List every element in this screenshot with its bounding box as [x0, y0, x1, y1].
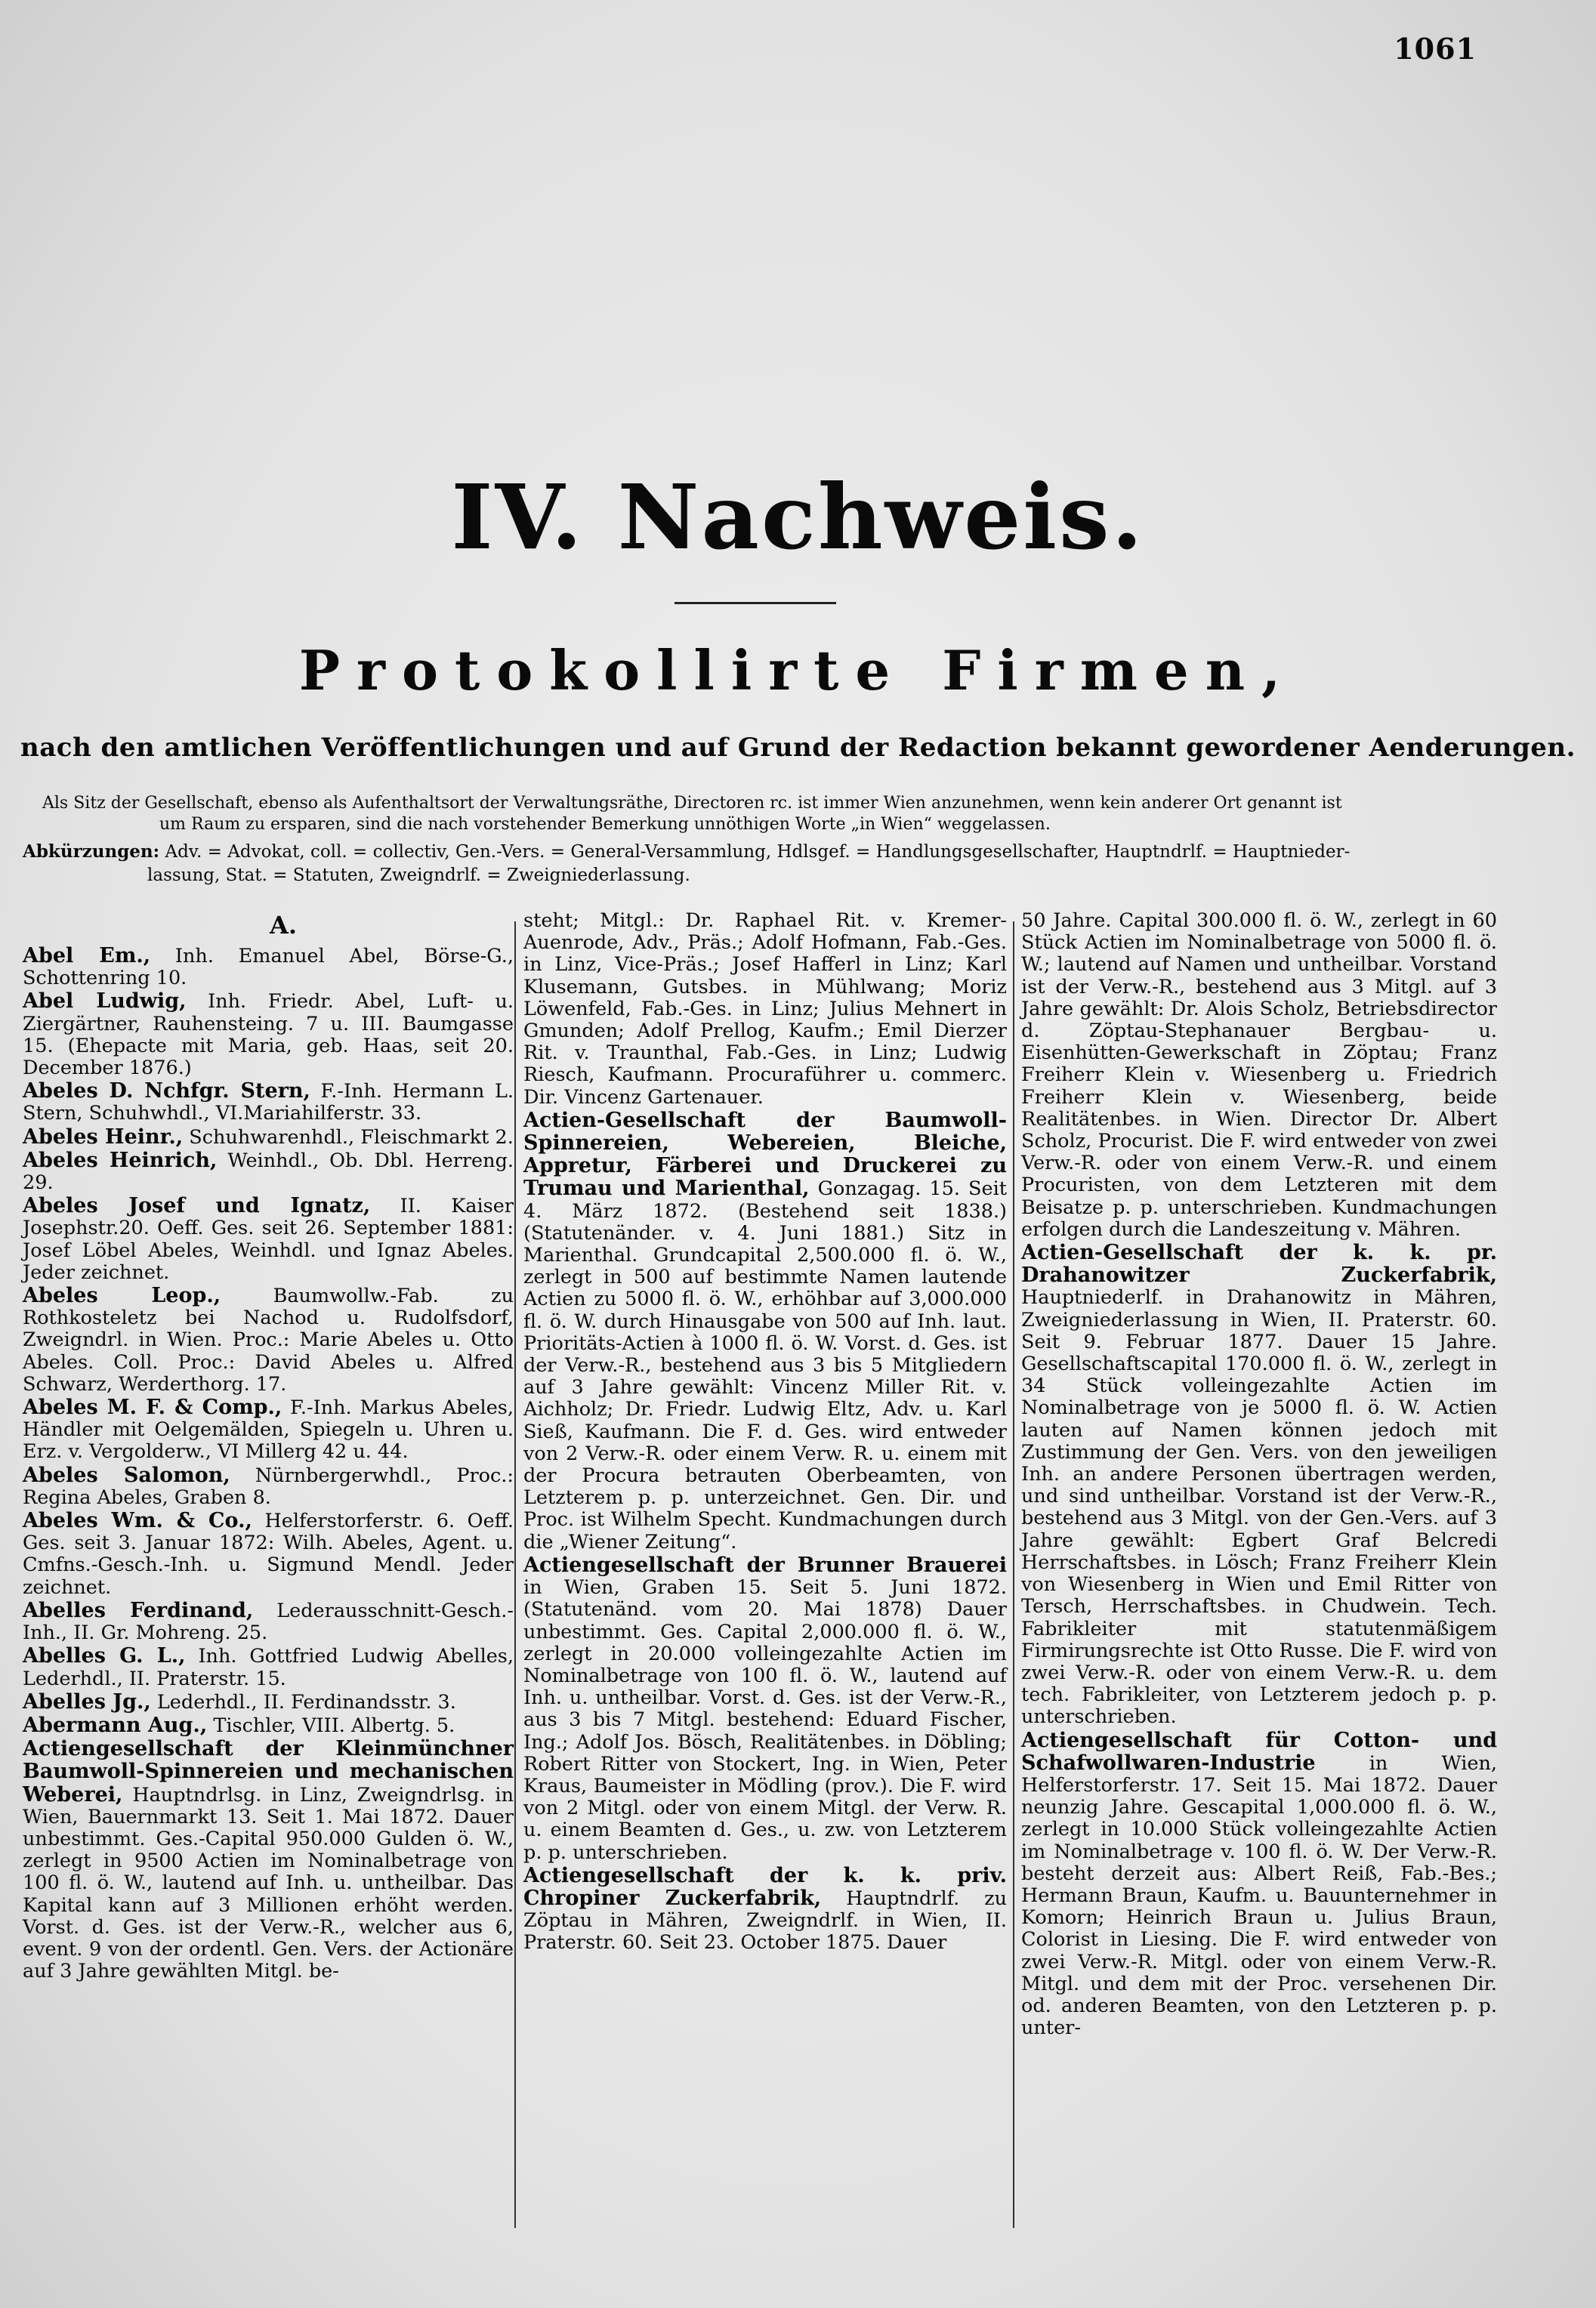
firm-entry — [23, 1195, 514, 1284]
firm-name: Actien-Gesellschaft der Baumwoll-Spinnereien, Webereien, Bleiche, Appretur, Färberei und Druckerei zu Trumau und Marienthal, — [523, 1108, 1007, 1201]
firm-details: Weinhdl., Ob. Dbl. Herreng. 29. — [23, 1149, 514, 1195]
firm-entry — [23, 1738, 514, 1982]
firm-name: Abelles Ferdinand, — [23, 1598, 254, 1622]
firm-name: Abeles Leop., — [23, 1284, 221, 1308]
column-divider — [514, 921, 516, 2228]
firm-entry — [23, 1714, 514, 1737]
firm-name: Abeles Wm. & Co., — [23, 1509, 252, 1533]
firm-name: Abermann Aug., — [23, 1713, 208, 1737]
firm-name: Actiengesellschaft für Cotton- und Schafwollwaren-Industrie — [1021, 1728, 1497, 1775]
firm-details: Inh. Gottfried Ludwig Abelles, Lederhdl., II. Praterstr. 15. — [23, 1645, 514, 1690]
firm-details: Hauptniederlf. in Drahanowitz in Mähren, Zweigniederlassung in Wien, II. Praterstr. 60. Seit 9. Februar 1877. Dauer 15 Jahre. Gesellschaftscapital 170.000 fl. ö. W., zerlegt in 34 Stück volleingezahlte Actien im Nominalbetrage von je 5000 fl. ö. W. Actien lauten auf Namen können jedoch mit Zustimmung der Gen. Vers. von den jeweiligen Inh. an andere Personen übertragen werden, und sind untheilbar. Vorstand ist der Verw.-R., bestehend aus 3 Mitgl. von der Gen.-Vers. auf 3 Jahre gewählt: Egbert Graf Belcredi Herrschaftsbes. in Lösch; Franz Freiherr Klein von Wiesenberg in Wien und Emil Ritter von Tersch, Herrschaftsbes. in Chudwein. Tech. Fabrikleiter mit statutenmäßigem Firmirungsrechte ist Otto Russe. Die F. wird von zwei Verw.-R. oder von einem Verw.-R. u. dem tech. Fabrikleiter, von Letzterem jedoch p. p. unterschrieben. — [1021, 1286, 1497, 1729]
firm-entry — [523, 910, 1007, 1109]
firm-details: Lederhdl., II. Ferdinandsstr. 3. — [156, 1690, 456, 1714]
firm-details: in Wien, Graben 15. Seit 5. Juni 1872. (Statutenänd. vom 20. Mai 1878) Dauer unbestimmt. Ges. Capital 2,000.000 fl. ö. W., zerlegt in 20.000 volleingezahlte Actien im Nominalbetrage von 100 fl. ö. W., lautend auf Inh. u. untheilbar. Vorst. d. Ges. ist der Verw.-R., aus 3 bis 7 Mitgl. bestehend: Eduard Fischer, Ing.; Adolf Jos. Bösch, Realitätenbes. in Döbling; Robert Ritter von Stockert, Ing. in Wien, Peter Kraus, Baumeister in Mödling (prov.). Die F. wird von 2 Mitgl. oder von einem Mitgl. der Verw. R. u. einem Beamten d. Ges., u. zw. von Letzterem p. p. unterschrieben. — [523, 1576, 1007, 1864]
firm-details: Gonzagag. 15. Seit 4. März 1872. (Bestehend seit 1838.) (Statutenänder. v. 4. Juni 1881.) Sitz in Marienthal. Grundcapital 2,500.000 fl. ö. W., zerlegt in 500 auf bestimmte Namen lautende Actien zu 5000 fl. ö. W., erhöhbar auf 3,000.000 fl. ö. W. durch Hinausgabe von 500 auf Inh. laut. Prioritäts-Actien à 1000 fl. ö. W. Vorst. d. Ges. ist der Verw.-R., bestehend aus 3 bis 5 Mitgliedern auf 3 Jahre gewählt: Vincenz Miller Rit. v. Aichholz; Dr. Friedr. Ludwig Eltz, Adv. u. Karl Sieß, Kaufmann. Die F. d. Ges. wird entweder von 2 Verw.-R. oder einem Verw. R. u. einem mit der Procura betrauten Oberbeamten, von Letzterem p. p. unterzeichnet. Gen. Dir. und Proc. ist Wilhelm Specht. Kundmachungen durch die „Wiener Zeitung“. — [523, 1177, 1008, 1554]
firm-name: Actiengesellschaft der Kleinmünchner Baumwoll-Spinnereien und mechanischen Weberei, — [23, 1737, 514, 1807]
firm-details: Tischler, VIII. Albertg. 5. — [213, 1714, 455, 1737]
column-divider — [1013, 921, 1014, 2228]
column-2-entries — [523, 910, 1007, 1955]
firm-name: Abelles G. L., — [23, 1644, 186, 1668]
firm-name: Abelles Jg., — [23, 1689, 151, 1714]
firm-details: Helferstorferstr. 6. Oeff. Ges. seit 3. Januar 1872: Wilh. Abeles, Agent. u. Cmfns.-Gesch.-Inh. u. Sigmund Mendl. Jeder zeichnet. — [23, 1510, 514, 1599]
firm-details: 50 Jahre. Capital 300.000 fl. ö. W., zerlegt in 60 Stück Actien im Nominalbetrage von 5000 fl. ö. W.; lautend auf Namen und untheilbar. Vorstand ist der Verw.-R., bestehend aus 3 Mitgl. auf 3 Jahre gewählt: Dr. Alois Scholz, Betriebsdirector d. Zöptau-Stephanauer Bergbau- u. Eisenhütten-Gewerkschaft in Zöptau; Franz Freiherr Klein v. Wiesenberg u. Friedrich Freiherr Klein v. Wiesenberg, beide Realitätenbes. in Wien. Director Dr. Albert Scholz, Procurist. Die F. wird entweder von zwei Verw.-R. oder von einem Verw.-R. und einem Procuristen, von dem Letzteren mit dem Beisatze p. p. unterschrieben. Kundmachungen erfolgen durch die Landeszeitung v. Mähren. — [1021, 909, 1497, 1241]
firm-entry — [23, 1600, 514, 1644]
firm-entry — [523, 1554, 1007, 1864]
firm-entry — [23, 1396, 514, 1464]
page-title: IV. Nachweis. — [451, 464, 1145, 569]
firm-entry — [1021, 1242, 1497, 1728]
firm-entry — [23, 1691, 514, 1714]
firm-name: Actiengesellschaft der k. k. priv. Chropiner Zuckerfabrik, — [523, 1863, 1007, 1910]
firm-name: Actien-Gesellschaft der k. k. pr. Drahanowitzer Zuckerfabrik, — [1021, 1241, 1497, 1288]
firm-details: in Wien, Helferstorferstr. 17. Seit 15. Mai 1872. Dauer neunzig Jahre. Gescapital 1,000.000 fl. ö. W., zerlegt in 10.000 Stück volleingezahlte Actien im Nominalbetrage v. 100 fl. ö. W. Der Verw.-R. besteht derzeit aus: Albert Reiß, Fab.-Bes.; Hermann Braun, Kaufm. u. Bauunternehmer in Komorn; Heinrich Braun u. Julius Braun, Colorist in Liesing. Die F. wird entweder von zwei Verw.-R. Mitgl. oder von einem Verw.-R. Mitgl. und dem mit der Proc. versehenen Dir. od. anderen Beamten, von den Letzteren p. p. unter- — [1021, 1751, 1497, 2040]
firm-name: Abeles Josef und Ignatz, — [23, 1194, 371, 1218]
firm-entry — [23, 1080, 514, 1125]
firm-details: F.-Inh. Hermann L. Stern, Schuhwhdl., VI.Mariahilferstr. 33. — [23, 1080, 514, 1125]
firm-entry — [23, 1126, 514, 1149]
abbreviations-line-1: Adv. = Advokat, coll. = collectiv, Gen.-Vers. = General-Versammlung, Hdlsgef. = Handlungsgesellschafter, Hauptndrlf. = Hauptnieder- — [165, 842, 1351, 862]
section-letter: A. — [270, 911, 297, 940]
firm-name: Abeles Salomon, — [23, 1463, 230, 1487]
firm-entry — [23, 945, 514, 989]
seat-note-line-1: Als Sitz der Gesellschaft, ebenso als Aufenthaltsort der Verwaltungsräthe, Directoren rc. ist immer Wien anzunehmen, wenn kein anderer Ort genannt ist — [42, 794, 1342, 813]
firm-details: Inh. Emanuel Abel, Börse-G., Schottenring 10. — [23, 945, 514, 990]
firm-details: steht; Mitgl.: Dr. Raphael Rit. v. Kremer-Auenrode, Adv., Präs.; Adolf Hofmann, Fab.-Ges. in Linz, Vice-Präs.; Josef Hafferl in Linz; Karl Klusemann, Gutsbes. in Mühlwang; Moriz Löwenfeld, Fab.-Ges. in Linz; Julius Mehnert in Gmunden; Adolf Prellog, Kaufm.; Emil Dierzer Rit. v. Traunthal, Fab.-Ges. in Linz; Ludwig Riesch, Kaufmann. Procuraführer u. commerc. Dir. Vincenz Gartenauer. — [523, 909, 1007, 1109]
firm-name: Abeles M. F. & Comp., — [23, 1396, 282, 1420]
firm-details: Nürnbergerwhdl., Proc.: Regina Abeles, Graben 8. — [23, 1464, 514, 1509]
firm-details: Lederausschnitt-Gesch.-Inh., II. Gr. Mohreng. 25. — [23, 1599, 514, 1645]
firm-entry — [23, 1645, 514, 1689]
firm-entry — [1021, 1729, 1497, 2040]
column-1 — [23, 910, 514, 1983]
firm-name: Abel Ludwig, — [23, 989, 187, 1014]
column-2 — [523, 910, 1007, 1955]
firm-entry — [23, 1149, 514, 1194]
abbreviations — [23, 840, 1496, 887]
firm-name: Abel Em., — [23, 944, 151, 967]
firm-entry — [1021, 910, 1497, 1241]
firm-name: Actiengesellschaft der Brunner Brauerei — [523, 1553, 1007, 1577]
firm-entry — [23, 1510, 514, 1599]
abbreviations-label: Abkürzungen: — [23, 841, 160, 862]
section-subtitle: nach den amtlichen Veröffentlichungen und auf Grund der Redaction bekannt gewordener Aenderungen. — [20, 733, 1576, 763]
firm-name: Abeles D. Nchfgr. Stern, — [23, 1079, 310, 1103]
abbreviations-line-2: lassung, Stat. = Statuten, Zweigndrlf. = Zweigniederlassung. — [147, 865, 690, 885]
column-3-entries — [1021, 910, 1497, 2039]
section-heading: Protokollirte Firmen, — [298, 638, 1298, 702]
firm-details: Inh. Friedr. Abel, Luft- u. Ziergärtner, Rauhensteing. 7 u. III. Baumgasse 15. (Ehepacte mit Maria, geb. Haas, seit 20. December 1876.) — [23, 990, 514, 1080]
seat-note-line-2: um Raum zu ersparen, sind die nach vorstehender Bemerkung unnöthigen Worte „in Wien“ weggelassen. — [159, 815, 1051, 834]
firm-entry — [523, 1865, 1007, 1955]
column-1-entries — [23, 945, 514, 1982]
column-3 — [1021, 910, 1497, 2040]
firm-details: Hauptndrlsg. in Linz, Zweigndrlsg. in Wien, Bauernmarkt 13. Seit 1. Mai 1872. Dauer unbestimmt. Ges.-Capital 950.000 Gulden ö. W., zerlegt in 9500 Actien im Nominalbetrage von 100 fl. ö. W., lautend auf Inh. u. untheilbar. Das Kapital kann auf 3 Millionen erhöht werden. Vorst. d. Ges. ist der Verw.-R., welcher aus 6, event. 9 von der ordentl. Gen. Vers. der Actionäre auf 3 Jahre gewählten Mitgl. be- — [23, 1783, 514, 1983]
firm-details: Schuhwarenhdl., Fleischmarkt 2. — [189, 1125, 514, 1149]
firm-details: Hauptndrlf. zu Zöptau in Mähren, Zweigndrlf. in Wien, II. Praterstr. 60. Seit 23. October 1875. Dauer — [523, 1887, 1008, 1955]
firm-details: F.-Inh. Markus Abeles, Händler mit Oelgemälden, Spiegeln u. Uhren u. Erz. v. Vergolderw., VI Millerg 42 u. 44. — [23, 1396, 514, 1464]
firm-details: Baumwollw.-Fab. zu Rothkosteletz bei Nachod u. Rudolfsdorf, Zweigndrl. in Wien. Proc.: Marie Abeles u. Otto Abeles. Coll. Proc.: David Abeles u. Alfred Schwarz, Werderthorg. 17. — [23, 1285, 514, 1396]
page-number: 1061 — [1394, 32, 1477, 66]
seat-note — [42, 793, 1485, 835]
firm-name: Abeles Heinrich, — [23, 1148, 218, 1172]
firm-entry — [23, 1285, 514, 1396]
firm-entry — [523, 1109, 1007, 1554]
firm-entry — [23, 1464, 514, 1509]
title-divider — [675, 602, 836, 604]
firm-details: II. Kaiser Josephstr.20. Oeff. Ges. seit 26. September 1881: Josef Löbel Abeles, Weinhdl. und Ignaz Abeles. Jeder zeichnet. — [23, 1195, 514, 1284]
firm-entry — [23, 990, 514, 1079]
firm-name: Abeles Heinr., — [23, 1125, 184, 1149]
